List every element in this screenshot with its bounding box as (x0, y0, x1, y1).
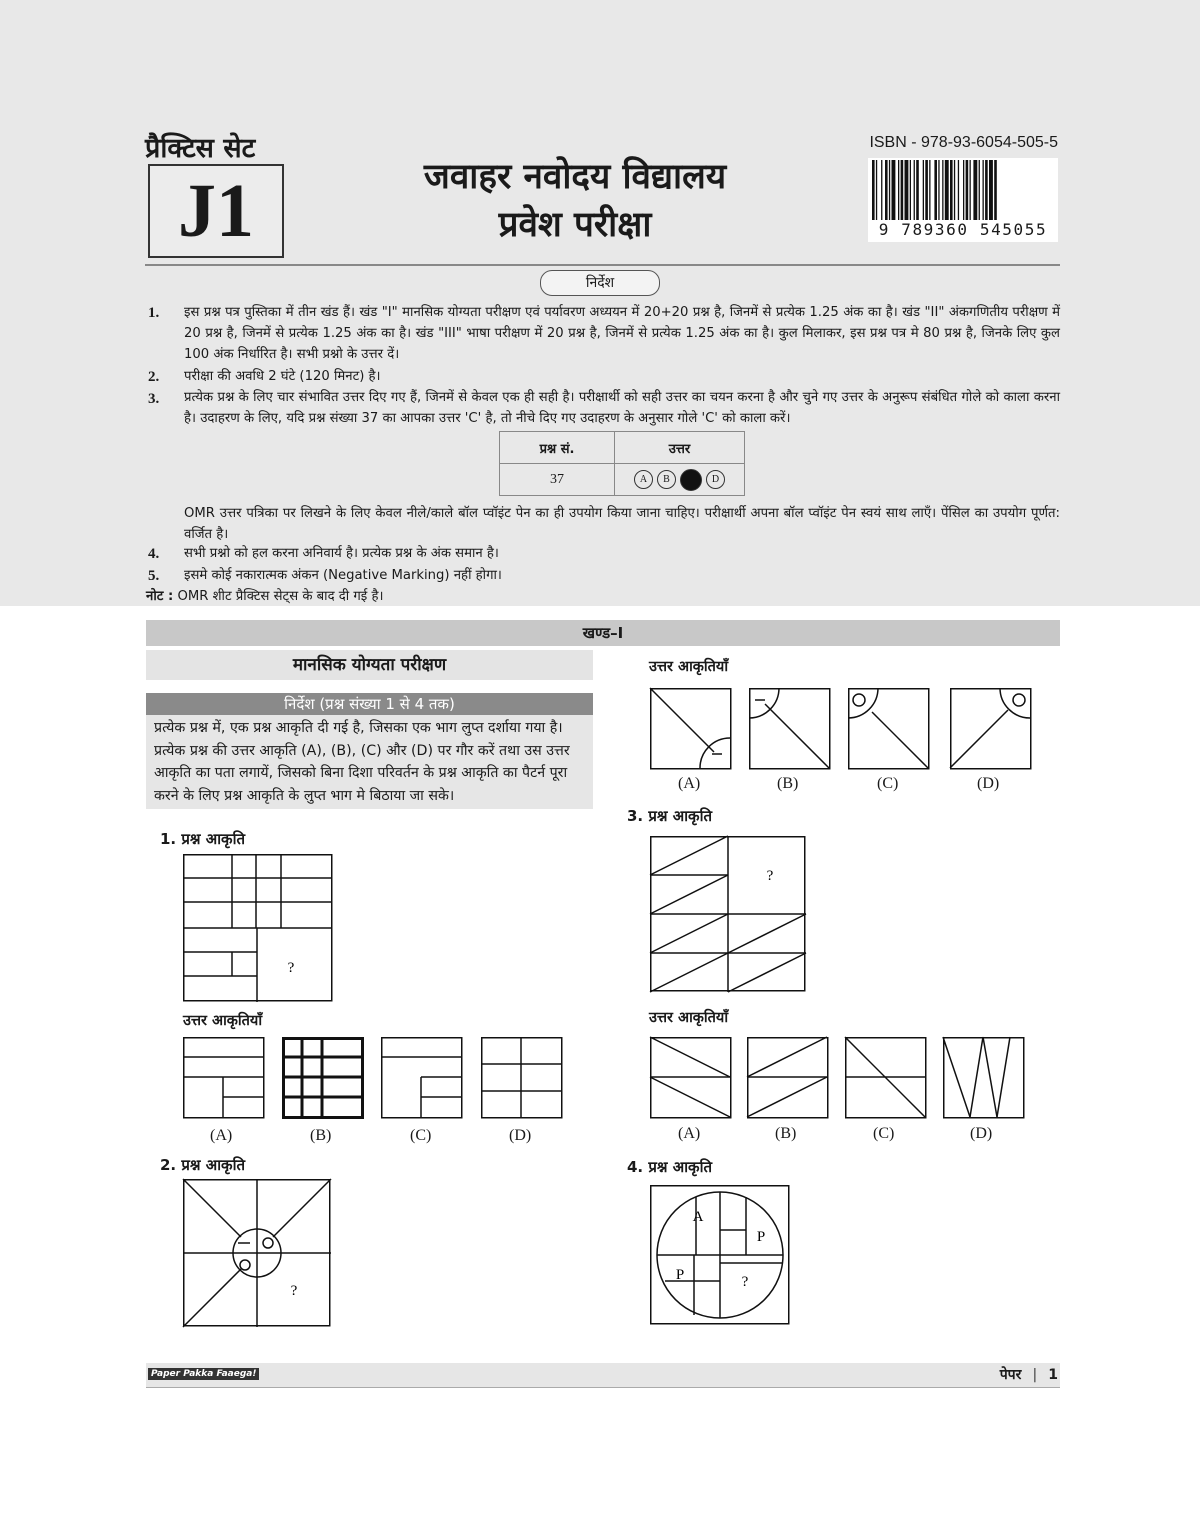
barcode-bar (889, 160, 890, 220)
barcode-bar (985, 160, 988, 220)
isbn-text: ISBN - 978-93-6054-505-5 (869, 134, 1058, 151)
omr-note: OMR उत्तर पत्रिका पर लिखने के लिए केवल नीले/काले बॉल प्वॉइंट पेन का ही उपयोग किया जाना चाहिए। परीक्षार्थी अपना बॉल प्वॉइंट पेन स्वयं साथ लाएँ। पेंसिल का उपयोग पूर्णत: वर्जित है। (184, 506, 1060, 542)
practice-set-label: प्रैक्टिस सेट (145, 133, 256, 164)
instruction-text: इसमे कोई नकारात्मक अंकन (Negative Marking) नहीं होगा। (184, 568, 502, 583)
instructions-heading: निर्देश (540, 270, 660, 296)
omr-bubble-c-filled (680, 469, 702, 491)
instruction-text: प्रत्येक प्रश्न के लिए चार संभावित उत्तर दिए गए हैं, जिनमें से केवल एक ही सही है। परीक्षार्थी को सही उत्तर का चयन करना है और चुने गए उत्तर के अनुरूप संबंधित गोले को काला करना है। उदाहरण के लिए, यदि प्रश्न संख्या 37 का आपका उत्तर 'C' है, तो नीचे दिए गए उदाहरण के अनुसार गोले 'C' को काला करें। (184, 390, 1060, 426)
missing-mark: ? (287, 960, 295, 976)
subject-heading: मानसिक योग्यता परीक्षण (146, 650, 593, 680)
barcode-bar (876, 160, 877, 220)
option-label: (D) (970, 1125, 993, 1142)
option-label: (A) (678, 1125, 701, 1142)
q3-option-c-figure (845, 1037, 927, 1119)
barcode-bar (923, 160, 924, 220)
instruction-number: 3. (148, 391, 160, 407)
barcode-bar (950, 160, 953, 220)
barcode-bar (892, 160, 896, 220)
omr-bubble-b: B (657, 470, 676, 489)
barcode-bar (929, 160, 930, 220)
barcode-bar (901, 160, 904, 220)
option-label: (C) (873, 1125, 895, 1142)
option-label: (D) (977, 775, 1000, 792)
instruction-number: 1. (148, 305, 160, 321)
page-number (960, 1365, 1058, 1384)
option-label: (B) (310, 1127, 332, 1144)
option-label: (A) (210, 1127, 233, 1144)
page-title: जवाहर नवोदय विद्यालय (423, 157, 727, 197)
page-label: पेपर (999, 1367, 1022, 1383)
answer-figures-label: उत्तर आकृतियाँ (183, 1013, 263, 1029)
q2-option-d-figure (950, 688, 1032, 770)
barcode-bar (885, 160, 888, 220)
brand-logo: Paper Pakka Faaega! (148, 1368, 259, 1380)
omr-question-number: 37 (500, 464, 615, 496)
omr-example-table (499, 431, 745, 496)
barcode-bar (958, 160, 959, 220)
note-label: नोट : (146, 589, 174, 604)
barcode-bar (966, 160, 969, 220)
option-label: (A) (678, 775, 701, 792)
q4-letter-p-left: P (675, 1267, 685, 1283)
question-4-label: 4. प्रश्न आकृति (627, 1158, 713, 1176)
page-number-value: 1 (1048, 1367, 1058, 1383)
answer-figures-label: उत्तर आकृतियाँ (649, 659, 729, 675)
missing-mark: ? (290, 1283, 298, 1299)
instruction-text: परीक्षा की अवधि 2 घंटे (120 मिनट) है। (184, 369, 381, 384)
page-separator: | (1032, 1367, 1038, 1383)
note-text: OMR शीट प्रैक्टिस सेट्स के बाद दी गई है। (177, 589, 384, 604)
barcode-bar (942, 160, 943, 220)
instruction-text: इस प्रश्न पत्र पुस्तिका में तीन खंड हैं। खंड "I" मानसिक योग्यता परीक्षण एवं पर्यावरण अध्ययन में 20+20 प्रश्न है, जिनमें से प्रत्येक 1.25 अंक का है। खंड "II" अंकगणितीय परीक्षण में 20 प्रश्न है, जिनमें से प्रत्येक 1.25 अंक का है। खंड "III" भाषा परीक्षण में 20 प्रश्न है, जिनमें से प्रत्येक 1.25 अंक का है। कुल मिलाकर, इस प्रश्न पत्र मे 80 प्रश्न है, जिनके लिए कुल 100 अंक निर्धारित है। सभी प्रश्नो के उत्तर दें। (184, 305, 1060, 362)
q2-option-a-figure (650, 688, 732, 770)
section-heading: खण्ड–I (146, 620, 1060, 646)
barcode-bar (979, 160, 980, 220)
option-label: (B) (777, 775, 799, 792)
barcode-bar (963, 160, 964, 220)
omr-bubble-d: D (706, 470, 725, 489)
barcode-bar (872, 160, 875, 220)
instruction-text: सभी प्रश्नो को हल करना अनिवार्य है। प्रत्येक प्रश्न के अंक समान है। (184, 546, 499, 561)
question-3-label: 3. प्रश्न आकृति (627, 807, 713, 825)
omr-bubble-a: A (634, 470, 653, 489)
q3-option-b-figure (747, 1037, 829, 1119)
q1-option-b-figure (282, 1037, 364, 1119)
set-code: J1 (148, 164, 284, 258)
note-line (146, 586, 383, 604)
barcode-bar (954, 160, 955, 220)
q2-option-c-figure (848, 688, 930, 770)
direction-text: प्रत्येक प्रश्न में, एक प्रश्न आकृति दी गई है, जिसका एक भाग लुप्त दर्शाया गया है। प्रत्येक प्रश्न की उत्तर आकृति (A), (B), (C) और (D) पर गौर करें तथा उस उत्तर आकृति का पता लगायें, जिसको बिना दिशा परिवर्तन के प्रश्न आकृति का पैटर्न पूरा करने के लिए प्रश्न आकृति के लुप्त भाग मे बिठाया जा सके। (146, 715, 593, 809)
instruction-number: 5. (148, 568, 160, 584)
instruction-number: 4. (148, 546, 160, 562)
omr-bubbles (615, 464, 745, 496)
barcode-bar (881, 160, 882, 220)
omr-col-answer: उत्तर (615, 432, 745, 464)
barcode-bar (910, 160, 911, 220)
q4-letter-a: A (692, 1209, 704, 1225)
barcode-bar (898, 160, 899, 220)
instruction-number: 2. (148, 369, 160, 385)
footer-bar (146, 1363, 1060, 1388)
answer-figures-label: उत्तर आकृतियाँ (649, 1010, 729, 1026)
q2-option-b-figure (749, 688, 831, 770)
barcode-bar (945, 160, 949, 220)
question-1-figure (183, 854, 333, 1002)
q3-option-d-figure (943, 1037, 1025, 1119)
option-label: (C) (877, 775, 899, 792)
question-4-figure (650, 1185, 790, 1325)
barcode-bar (934, 160, 937, 220)
barcode-bar (916, 160, 919, 220)
question-1-label: 1. प्रश्न आकृति (160, 830, 246, 848)
barcode-bar (914, 160, 915, 220)
header-divider (145, 264, 1060, 266)
question-3-figure (650, 836, 806, 992)
question-2-label: 2. प्रश्न आकृति (160, 1156, 246, 1174)
q1-option-a-figure (183, 1037, 265, 1119)
page-subtitle: प्रवेश परीक्षा (498, 205, 652, 245)
q3-option-a-figure (650, 1037, 732, 1119)
option-label: (B) (775, 1125, 797, 1142)
barcode-bar (970, 160, 971, 220)
missing-mark: ? (766, 868, 774, 884)
missing-mark: ? (741, 1274, 749, 1290)
option-label: (D) (509, 1127, 532, 1144)
barcode-bar (925, 160, 928, 220)
option-label: (C) (410, 1127, 432, 1144)
barcode-bar (905, 160, 909, 220)
question-2-figure (183, 1179, 331, 1327)
barcode-bar (994, 160, 997, 220)
barcode-bar (989, 160, 993, 220)
q4-letter-p-right: P (756, 1229, 766, 1245)
omr-col-question: प्रश्न सं. (500, 432, 615, 464)
direction-title: निर्देश (प्रश्न संख्या 1 से 4 तक) (146, 693, 593, 715)
q1-option-d-figure (481, 1037, 563, 1119)
barcode-bar (973, 160, 977, 220)
barcode-number: 9 789360 545055 (868, 220, 1058, 239)
barcode-bar (983, 160, 984, 220)
q1-option-c-figure (381, 1037, 463, 1119)
barcode-bar (938, 160, 939, 220)
